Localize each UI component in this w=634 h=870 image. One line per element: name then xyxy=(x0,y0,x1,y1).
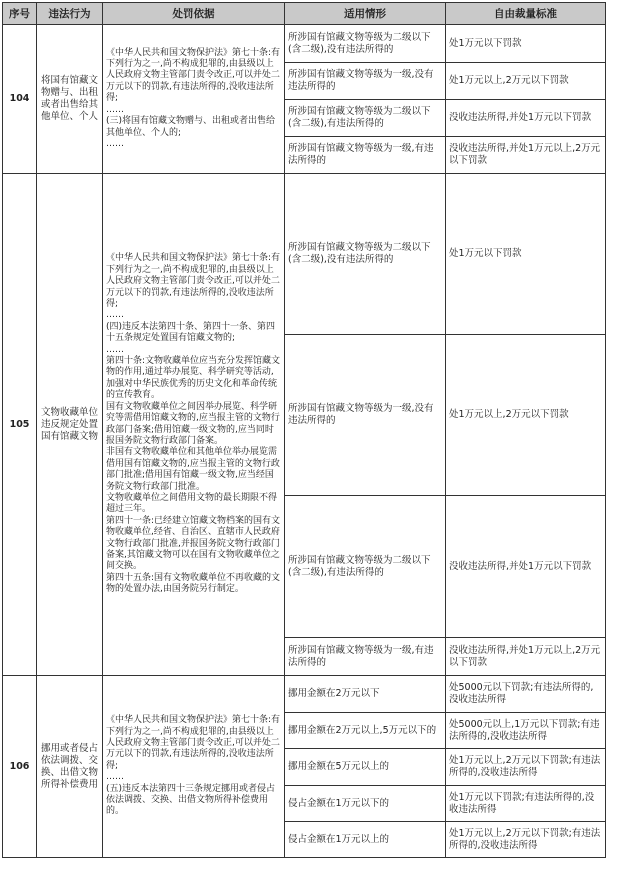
standard-cell: 没收违法所得,并处1万元以下罚款 xyxy=(446,496,606,638)
standard-cell: 处1万元以上,2万元以下罚款;有违法所得的,没收违法所得 xyxy=(446,822,606,858)
situation-cell: 侵占金额在1万元以上的 xyxy=(285,822,446,858)
basis-paragraph: 《中华人民共和国文物保护法》第七十条:有下列行为之一,尚不构成犯罪的,由县级以上人民政府文物主管部门责令改正,可以并处二万元以下的罚款,有违法所得的,没收违法所得; xyxy=(106,47,281,104)
header-cell-basis: 处罚依据 xyxy=(103,3,285,25)
row-number: 106 xyxy=(3,676,37,858)
standard-cell: 处1万元以上,2万元以下罚款 xyxy=(446,63,606,100)
violation-cell: 将国有馆藏文物赠与、出租或者出售给其他单位、个人 xyxy=(37,25,103,174)
basis-paragraph: (四)违反本法第四十条、第四十一条、第四十五条规定处置国有馆藏文物的; xyxy=(106,321,276,344)
standard-cell: 处1万元以下罚款;有违法所得的,没收违法所得 xyxy=(446,786,606,822)
basis-paragraph: …… xyxy=(106,138,124,149)
standard-cell: 没收违法所得,并处1万元以上,2万元以下罚款 xyxy=(446,638,606,676)
standard-cell: 没收违法所得,并处1万元以下罚款 xyxy=(446,100,606,137)
basis-cell xyxy=(103,676,285,858)
standard-cell: 处1万元以下罚款 xyxy=(446,174,606,335)
basis-paragraph: 国有文物收藏单位之间因举办展览、科学研究等需借用馆藏文物的,应当报主管的文物行政部门备案;借用馆藏一级文物的,应当同时报国务院文物行政部门备案。 xyxy=(106,401,280,446)
standard-cell: 处1万元以下罚款 xyxy=(446,25,606,63)
violation-cell: 文物收藏单位违反规定处置国有馆藏文物 xyxy=(37,174,103,676)
basis-paragraph: …… xyxy=(106,344,124,355)
header-cell-standard: 自由裁量标准 xyxy=(446,3,606,25)
situation-cell: 所涉国有馆藏文物等级为一级,有违法所得的 xyxy=(285,638,446,676)
situation-cell: 所涉国有馆藏文物等级为二级以下(含二级),没有违法所得的 xyxy=(285,25,446,63)
basis-paragraph: 《中华人民共和国文物保护法》第七十条:有下列行为之一,尚不构成犯罪的,由县级以上人民政府文物主管部门责令改正,可以并处二万元以下的罚款,有违法所得的,没收违法所得; xyxy=(106,715,281,771)
basis-paragraph: 第四十五条:国有文物收藏单位不再收藏的文物的处置办法,由国务院另行制定。 xyxy=(106,572,281,595)
table-row xyxy=(3,676,606,713)
basis-paragraph: …… xyxy=(106,104,124,115)
situation-cell: 挪用金额在5万元以上的 xyxy=(285,749,446,786)
situation-cell: 侵占金额在1万元以下的 xyxy=(285,786,446,822)
row-number: 105 xyxy=(3,174,37,676)
situation-cell: 挪用金额在2万元以上,5万元以下的 xyxy=(285,713,446,749)
standard-cell: 没收违法所得,并处1万元以上,2万元以下罚款 xyxy=(446,137,606,174)
header-cell-num: 序号 xyxy=(3,3,37,25)
situation-cell: 所涉国有馆藏文物等级为一级,有违法所得的 xyxy=(285,137,446,174)
basis-paragraph: …… xyxy=(106,772,124,783)
situation-cell: 所涉国有馆藏文物等级为二级以下(含二级),没有违法所得的 xyxy=(285,174,446,335)
standard-cell: 处1万元以上,2万元以下罚款 xyxy=(446,335,606,496)
standard-cell: 处5000元以下罚款;有违法所得的,没收违法所得 xyxy=(446,676,606,713)
basis-cell xyxy=(103,25,285,174)
basis-paragraph: …… xyxy=(106,310,124,321)
row-number: 104 xyxy=(3,25,37,174)
situation-cell: 挪用金额在2万元以下 xyxy=(285,676,446,713)
situation-cell: 所涉国有馆藏文物等级为二级以下(含二级),有违法所得的 xyxy=(285,496,446,638)
basis-paragraph: 第四十条:文物收藏单位应当充分发挥馆藏文物的作用,通过举办展览、科学研究等活动,加强对中华民族优秀的历史文化和革命传统的宣传教育。 xyxy=(106,356,281,401)
header-row xyxy=(3,3,606,25)
situation-cell: 所涉国有馆藏文物等级为二级以下(含二级),有违法所得的 xyxy=(285,100,446,137)
situation-cell: 所涉国有馆藏文物等级为一级,没有违法所得的 xyxy=(285,63,446,100)
basis-paragraph: 第四十一条:已经建立馆藏文物档案的国有文物收藏单位,经省、自治区、直辖市人民政府文物行政部门批准,并报国务院文物行政部门备案,其馆藏文物可以在国有文物收藏单位之间交换。 xyxy=(106,515,281,572)
basis-paragraph: 《中华人民共和国文物保护法》第七十条:有下列行为之一,尚不构成犯罪的,由县级以上人民政府文物主管部门责令改正,可以并处二万元以下的罚款,有违法所得的,没收违法所得; xyxy=(106,253,281,310)
penalty-table xyxy=(2,2,606,858)
table-row xyxy=(3,174,606,335)
header-cell-situation: 适用情形 xyxy=(285,3,446,25)
basis-paragraph: 文物收藏单位之间借用文物的最长期限不得超过三年。 xyxy=(106,492,278,515)
standard-cell: 处5000元以上,1万元以下罚款;有违法所得的,没收违法所得 xyxy=(446,713,606,749)
basis-paragraph: (三)将国有馆藏文物赠与、出租或者出售给其他单位、个人的; xyxy=(106,116,276,138)
table-row xyxy=(3,25,606,63)
situation-cell: 所涉国有馆藏文物等级为一级,没有违法所得的 xyxy=(285,335,446,496)
basis-cell xyxy=(103,174,285,676)
violation-cell: 挪用或者侵占依法调拨、交换、出借文物所得补偿费用 xyxy=(37,676,103,858)
basis-paragraph: 非国有文物收藏单位和其他单位举办展览需借用国有馆藏文物的,应当报主管的文物行政部门批准;借用国有馆藏一级文物,应当经国务院文物行政部门批准。 xyxy=(106,447,280,492)
basis-paragraph: (五)违反本法第四十三条规定挪用或者侵占依法调拨、交换、出借文物所得补偿费用的。 xyxy=(106,783,276,817)
standard-cell: 处1万元以上,2万元以下罚款;有违法所得的,没收违法所得 xyxy=(446,749,606,786)
header-cell-act: 违法行为 xyxy=(37,3,103,25)
